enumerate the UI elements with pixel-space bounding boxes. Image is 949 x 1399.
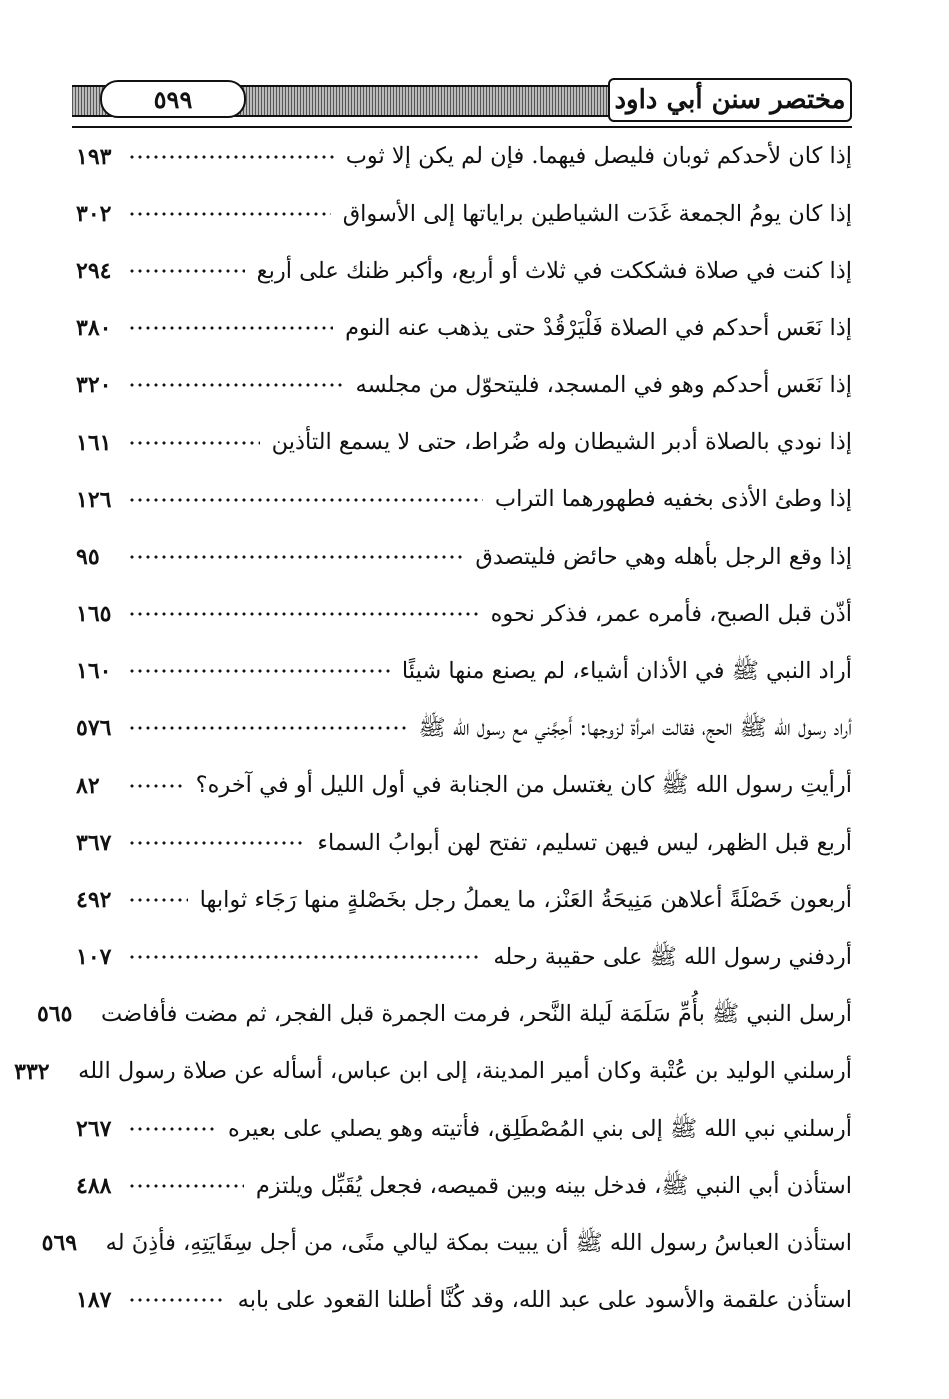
entry-text: إذا كان يومُ الجمعة غَدَت الشياطين براياتها إلى الأسواق	[342, 200, 852, 227]
dot-leader	[128, 436, 260, 450]
dot-leader	[128, 207, 331, 221]
dot-leader	[128, 893, 188, 907]
entry-page-number: ١٦١	[76, 429, 112, 456]
index-entry	[72, 1157, 852, 1214]
dot-leader	[128, 836, 305, 850]
dot-leader	[128, 1122, 216, 1136]
index-entry	[41, 1215, 852, 1272]
dot-leader	[128, 378, 344, 392]
entry-page-number: ١٠٧	[76, 944, 112, 971]
entry-text: إذا نودي بالصلاة أدبر الشيطان وله ضُراط، حتى لا يسمع التأذين	[271, 429, 852, 456]
index-entry	[72, 814, 852, 871]
entry-text: إذا نَعَس أحدكم في الصلاة فَلْيَرْقُدْ حتى يذهب عنه النوم	[345, 314, 852, 341]
index-entry	[72, 643, 852, 700]
entry-text: استأذن أبي النبي ﷺ، فدخل بينه وبين قميصه، فجعل يُقَبِّل ويلتزم	[255, 1172, 852, 1199]
dot-leader	[128, 550, 463, 564]
index-entry	[36, 986, 852, 1043]
dot-leader	[128, 607, 479, 621]
index-entry	[72, 871, 852, 928]
index-entry	[72, 185, 852, 242]
entry-page-number: ١٦٠	[76, 658, 112, 685]
entry-page-number: ٢٩٤	[76, 257, 112, 284]
index-entry	[72, 471, 852, 528]
entry-page-number: ٣٢٠	[76, 372, 112, 399]
dot-leader	[128, 493, 483, 507]
entry-text: إذا نَعَس أحدكم وهو في المسجد، فليتحوّل من مجلسه	[355, 372, 852, 399]
page-number: ٥٩٩	[100, 80, 246, 118]
dot-leader	[128, 721, 406, 735]
entry-text: إذا وطئ الأذى بخفيه فطهورهما التراب	[494, 486, 852, 513]
entry-page-number: ٣٦٧	[76, 829, 112, 856]
book-title: مختصر سنن أبي داود	[608, 78, 852, 122]
dot-leader	[128, 664, 390, 678]
entry-text: أرسلني الوليد بن عُتْبة وكان أمير المدينة، إلى ابن عباس، أسأله عن صلاة رسول الله	[78, 1058, 852, 1085]
entry-text: أراد النبي ﷺ في الأذان أشياء، لم يصنع منها شيئًا	[401, 658, 852, 685]
index-entry	[72, 700, 852, 757]
index-entry	[72, 1100, 852, 1157]
entry-page-number: ٥٧٦	[76, 715, 112, 742]
entry-text: أرسلني نبي الله ﷺ إلى بني المُصْطَلِق، فأتيته وهو يصلي على بعيره	[227, 1115, 852, 1142]
dot-leader	[128, 1179, 244, 1193]
dot-leader	[128, 1293, 226, 1307]
entry-page-number: ٥٦٥	[36, 1001, 73, 1028]
entry-text: إذا وقع الرجل بأهله وهي حائض فليتصدق	[475, 543, 852, 570]
entry-page-number: ٣٠٢	[76, 200, 112, 227]
entry-page-number: ١٨٧	[76, 1287, 112, 1314]
index-entry	[72, 757, 852, 814]
entry-text: إذا كنت في صلاة فشككت في ثلاث أو أربع، وأكبر ظنك على أربع	[256, 257, 852, 284]
entry-text: أرسل النبي ﷺ بأُمِّ سَلَمَة لَيلة النَّحر، فرمت الجمرة قبل الفجر، ثم مضت فأفاضت	[100, 1001, 852, 1028]
dot-leader	[128, 950, 481, 964]
running-header	[72, 74, 852, 124]
entry-page-number: ٣٣٢	[14, 1058, 50, 1085]
entry-page-number: ٣٨٠	[76, 315, 112, 342]
index-entry	[72, 1272, 852, 1329]
index-entry	[72, 242, 852, 299]
entry-page-number: ٥٦٩	[41, 1230, 78, 1257]
entry-page-number: ٤٩٢	[76, 887, 112, 914]
entry-page-number: ١٢٦	[76, 486, 112, 513]
entry-text: إذا كان لأحدكم ثوبان فليصل فيهما. فإن لم يكن إلا ثوب	[345, 143, 852, 170]
index-entry	[72, 128, 852, 185]
dot-leader	[128, 779, 184, 793]
index-entry	[72, 357, 852, 414]
entry-page-number: ١٦٥	[76, 601, 112, 628]
entry-page-number: ٨٢	[76, 772, 100, 799]
dot-leader	[128, 321, 333, 335]
entry-text: أربع قبل الظهر، ليس فيهن تسليم، تفتح لهن أبوابُ السماء	[317, 829, 852, 856]
index-entry	[14, 1043, 852, 1100]
entry-text: أربعون خَصْلَةً أعلاهن مَنِيحَةُ العَنْز، ما يعملُ رجل بخَصْلةٍ منها رَجَاء ثوابها	[199, 886, 852, 913]
hadith-index-list	[14, 128, 852, 1329]
entry-text: أذّن قبل الصبح، فأمره عمر، فذكر نحوه	[490, 600, 852, 627]
index-entry	[72, 528, 852, 585]
entry-text: استأذن العباسُ رسول الله ﷺ أن يبيت بمكة ليالي منًى، من أجل سِقَايَتِهِ، فأذِنَ له	[105, 1229, 852, 1256]
index-entry	[72, 929, 852, 986]
entry-text: أرأيتِ رسول الله ﷺ كان يغتسل من الجنابة في أول الليل أو في آخره؟	[195, 772, 852, 799]
entry-text: أردفني رسول الله ﷺ على حقيبة رحله	[493, 943, 852, 970]
dot-leader	[128, 264, 245, 278]
entry-page-number: ٩٥	[76, 543, 100, 570]
entry-text: استأذن علقمة والأسود على عبد الله، وقد كُنَّا أطلنا القعود على بابه	[237, 1287, 852, 1314]
entry-page-number: ١٩٣	[76, 143, 112, 170]
dot-leader	[128, 150, 334, 164]
entry-text: أراد رسول الله ﷺ الحج، فقالت امرأة لزوجها: أَحِجَّني مع رسول الله ﷺ	[418, 715, 852, 742]
entry-page-number: ٢٦٧	[76, 1115, 112, 1142]
index-entry	[72, 300, 852, 357]
index-entry	[72, 586, 852, 643]
index-entry	[72, 414, 852, 471]
entry-page-number: ٤٨٨	[76, 1172, 112, 1199]
